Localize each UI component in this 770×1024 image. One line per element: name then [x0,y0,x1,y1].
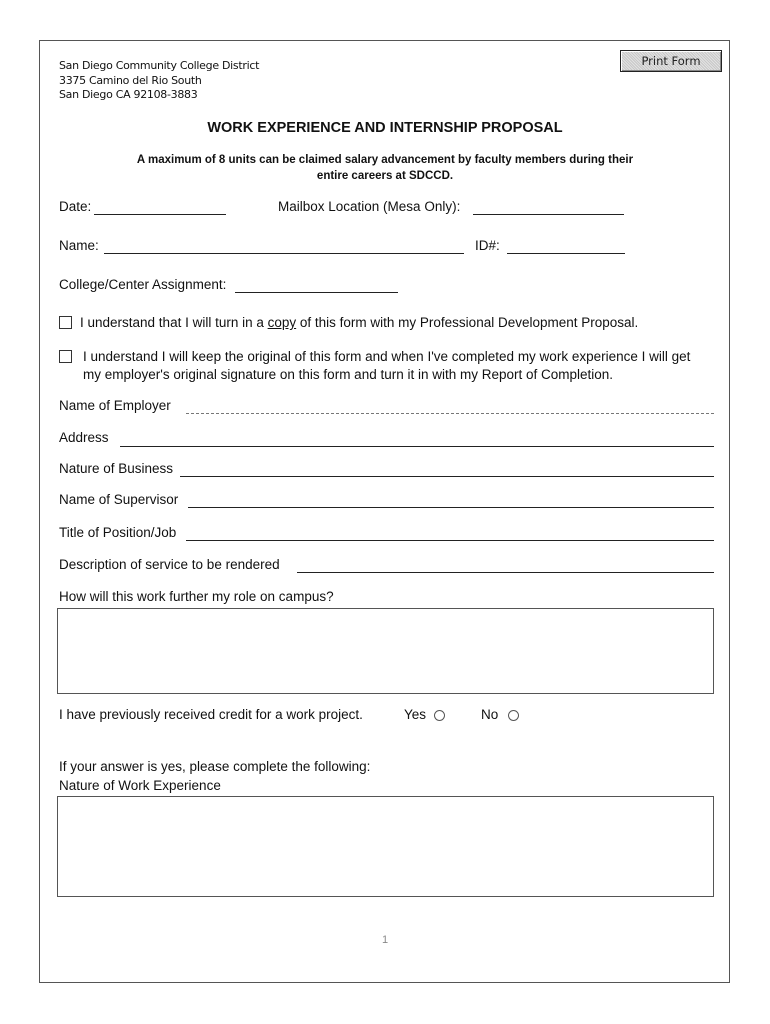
copy-word: copy [267,315,297,330]
form-subtitle [0,152,770,184]
copy-text-post: of this form with my Professional Development Proposal. [296,315,639,330]
copy-acknowledge-checkbox[interactable] [59,316,72,329]
college-field[interactable] [235,277,398,293]
position-field[interactable] [186,525,714,541]
credit-no-label: No [481,707,499,722]
business-field[interactable] [180,461,714,477]
supervisor-label: Name of Supervisor [59,492,179,507]
mailbox-label: Mailbox Location (Mesa Only): [278,199,461,214]
role-question-label: How will this work further my role on campus? [59,589,334,604]
credit-question-label: I have previously received credit for a work project. [59,707,363,722]
credit-yes-radio[interactable] [434,710,445,721]
original-acknowledge-checkbox[interactable] [59,350,72,363]
business-label: Nature of Business [59,461,174,476]
address-field[interactable] [120,431,714,447]
description-field[interactable] [297,557,714,573]
name-field[interactable] [104,238,464,254]
credit-yes-label: Yes [404,707,427,722]
district-address [59,59,259,103]
name-label: Name: [59,238,99,253]
role-answer-textarea[interactable] [57,608,714,694]
address-label: Address [59,430,109,445]
original-acknowledge-line2: my employer's original signature on this form and turn it in with my Report of Completion. [83,367,614,382]
copy-acknowledge-label [80,315,638,330]
work-experience-label: Nature of Work Experience [59,778,221,793]
supervisor-field[interactable] [188,492,714,508]
page-number: 1 [381,934,389,946]
followup-instruction: If your answer is yes, please complete the following: [59,759,371,774]
subtitle-line: A maximum of 8 units can be claimed salary advancement by faculty members during their [136,154,634,166]
id-field[interactable] [507,238,625,254]
id-label: ID#: [475,238,500,253]
employer-name-field[interactable] [186,398,714,414]
description-label: Description of service to be rendered [59,557,280,572]
date-label: Date: [59,199,92,214]
original-acknowledge-line1: I understand I will keep the original of this form and when I've completed my work experience I will get [83,349,691,364]
work-experience-textarea[interactable] [57,796,714,897]
date-field[interactable] [94,199,226,215]
college-label: College/Center Assignment: [59,277,227,292]
credit-no-radio[interactable] [508,710,519,721]
mailbox-field[interactable] [473,199,624,215]
form-title: WORK EXPERIENCE AND INTERNSHIP PROPOSAL [207,120,563,136]
employer-name-label: Name of Employer [59,398,171,413]
print-form-button[interactable]: Print Form [620,50,722,72]
copy-text-pre: I understand that I will turn in a [80,315,268,330]
address-line: 3375 Camino del Rio South [59,73,202,87]
subtitle-line: entire careers at SDCCD. [316,170,454,182]
address-line: San Diego CA 92108-3883 [59,88,198,101]
address-line: San Diego Community College District [59,59,260,72]
position-label: Title of Position/Job [59,525,177,540]
